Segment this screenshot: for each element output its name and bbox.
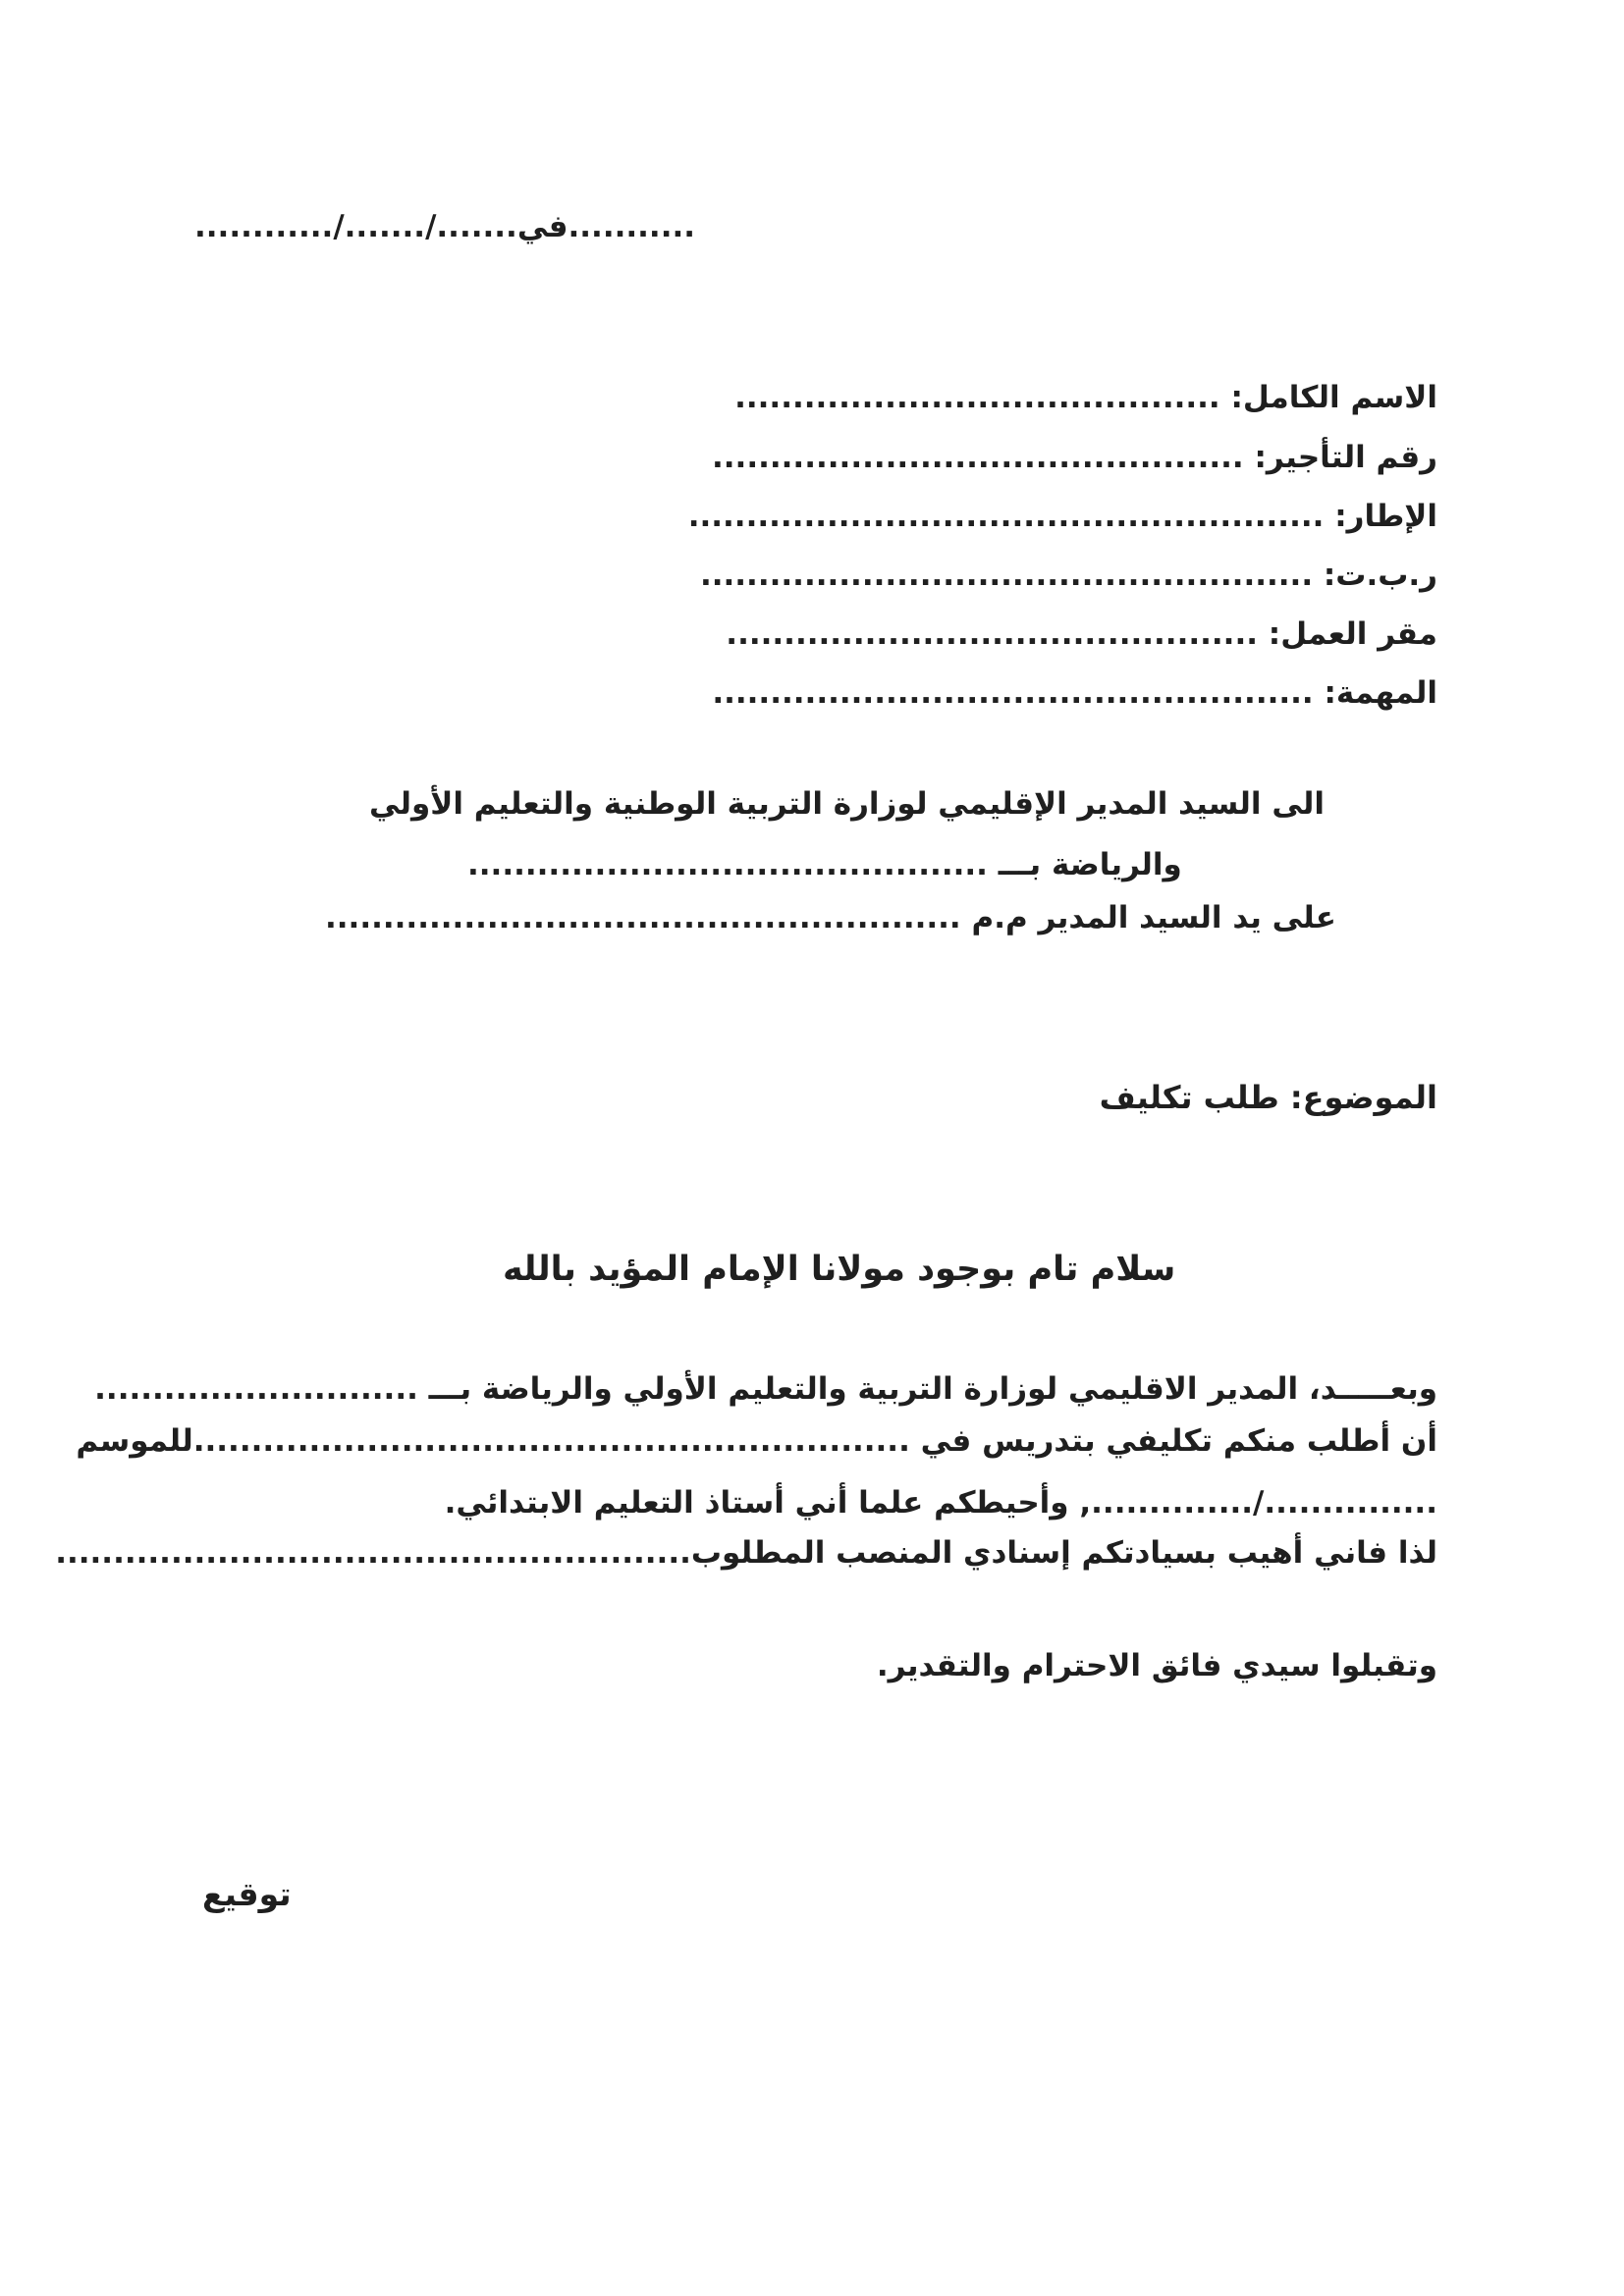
work-location-field: مقر العمل: .............................................. — [726, 616, 1437, 652]
body-line-4: لذا فاني أهيب بسيادتكم إسنادي المنصب المطلوب....................................................... — [55, 1535, 1437, 1571]
framework-field: الإطار: ....................................................... — [687, 499, 1437, 534]
full-name-field: الاسم الكامل: .......................................... — [734, 380, 1437, 415]
body-line-3: .............../.............., وأحيطكم علما أني أستاذ التعليم الابتدائي. — [444, 1485, 1437, 1521]
body-line-2: أن أطلب منكم تكليفي بتدريس في ..............................................................للموسم — [76, 1423, 1437, 1459]
body-line-1: وبعـــــد، المدير الاقليمي لوزارة التربية والتعليم الأولي والرياضة بـــ ............................ — [94, 1371, 1437, 1407]
date-line: ...........في......./......./............ — [194, 209, 696, 244]
signature-label: توقيع — [202, 1875, 292, 1913]
recipient-line-1: الى السيد المدير الإقليمي لوزارة التربية الوطنية والتعليم الأولي — [369, 786, 1325, 822]
recipient-line-3: على يد السيد المدير م.م ....................................................... — [325, 900, 1336, 935]
salutation-line: سلام تام بوجود مولانا الإمام المؤيد بالله — [503, 1250, 1176, 1289]
closing-line: وتقبلوا سيدي فائق الاحترام والتقدير. — [876, 1648, 1437, 1683]
recipient-line-2: والرياضة بـــ ............................................. — [467, 847, 1182, 882]
subject-line: الموضوع: طلب تكليف — [1099, 1079, 1437, 1116]
task-field: المهمة: .................................................... — [712, 675, 1437, 711]
employment-number-field: رقم التأجير: .............................................. — [712, 440, 1437, 475]
rbt-field: ر.ب.ت: ..................................................... — [699, 558, 1437, 593]
